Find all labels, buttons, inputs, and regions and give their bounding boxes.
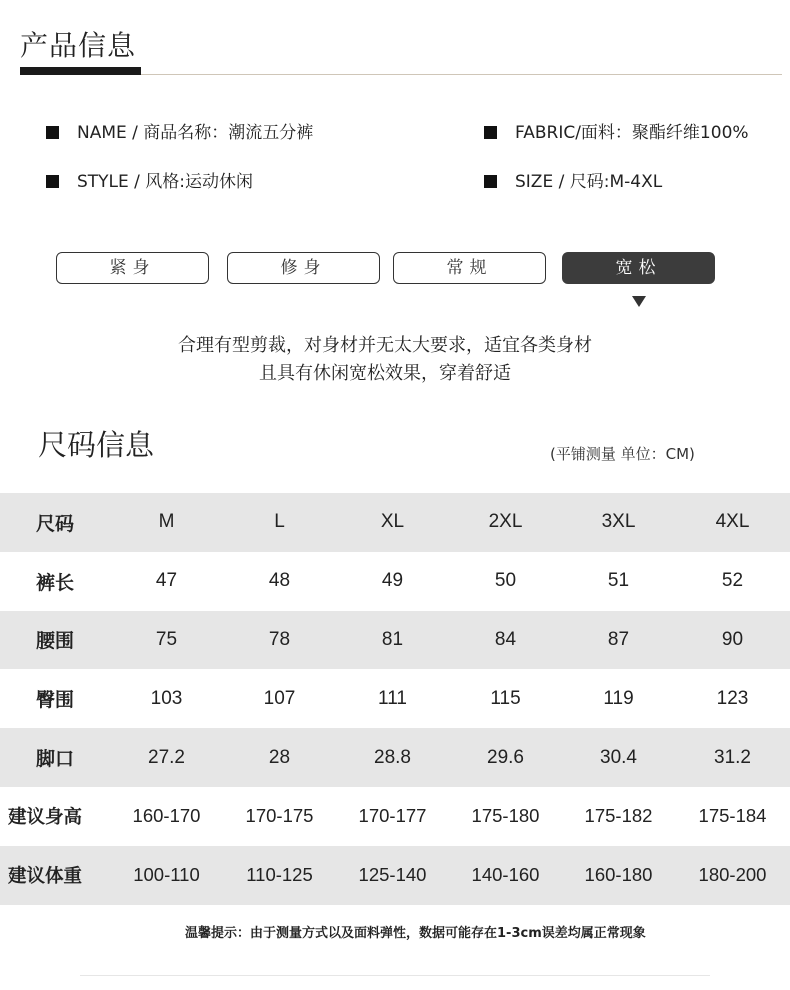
- fit-option-slim[interactable]: 修身: [227, 252, 380, 284]
- table-cell: 123: [716, 687, 749, 709]
- table-header-cell: L: [223, 493, 336, 552]
- table-row: [0, 611, 790, 670]
- table-row: [0, 669, 790, 728]
- table-cell: 160-180: [562, 846, 675, 905]
- table-header-cell: 尺码: [0, 493, 110, 552]
- fit-option-tight[interactable]: 紧身: [56, 252, 209, 284]
- unit-note: (平铺测量 单位：CM): [550, 445, 695, 463]
- bullet-square-icon: [484, 175, 497, 188]
- table-cell: 111: [378, 687, 407, 709]
- footer-note: 温馨提示：由于测量方式以及面料弹性，数据可能存在1-3cm误差均属正常现象: [185, 926, 646, 941]
- info-size: [484, 171, 662, 193]
- table-cell: 125-140: [336, 846, 449, 905]
- table-row-label: 建议身高: [8, 807, 83, 829]
- info-style-text: STYLE / 风格:运动休闲: [77, 172, 254, 192]
- bullet-square-icon: [46, 126, 59, 139]
- title-underline-bar: [20, 67, 141, 75]
- bottom-divider: [80, 975, 710, 976]
- table-cell: 107: [263, 687, 296, 709]
- table-header-cell: 4XL: [675, 493, 790, 552]
- table-row-label: 腰围: [0, 611, 110, 670]
- table-cell: 84: [449, 611, 562, 670]
- table-header-row: [0, 493, 790, 552]
- info-name: [46, 122, 313, 144]
- table-row: [0, 846, 790, 905]
- table-cell: 81: [336, 611, 449, 670]
- size-table: [0, 493, 790, 905]
- table-cell: 47: [155, 570, 178, 592]
- table-row-label: 臀围: [35, 689, 74, 712]
- table-row-label: 裤长: [35, 571, 74, 594]
- table-cell: 50: [494, 570, 517, 592]
- triangle-down-icon: [632, 296, 646, 307]
- info-name-text: NAME / 商品名称：潮流五分裤: [77, 123, 314, 143]
- table-cell: 27.2: [110, 728, 223, 787]
- table-cell: 52: [721, 570, 744, 592]
- table-cell: 78: [223, 611, 336, 670]
- table-cell: 90: [675, 611, 790, 670]
- info-fabric: [484, 122, 749, 144]
- table-cell: 170-175: [245, 805, 314, 827]
- table-cell: 29.6: [449, 728, 562, 787]
- table-cell: 87: [562, 611, 675, 670]
- table-header-cell: 3XL: [562, 493, 675, 552]
- table-header-cell: XL: [336, 493, 449, 552]
- info-size-text: SIZE / 尺码:M-4XL: [515, 172, 663, 192]
- table-cell: 175-184: [698, 805, 767, 827]
- fit-description-line2: 且具有休闲宽松效果，穿着舒适: [259, 363, 511, 384]
- table-cell: 30.4: [562, 728, 675, 787]
- fit-option-regular[interactable]: 常规: [393, 252, 546, 284]
- table-cell: 115: [490, 687, 521, 709]
- table-cell: 160-170: [132, 805, 201, 827]
- table-cell: 51: [607, 570, 630, 592]
- table-cell: 31.2: [675, 728, 790, 787]
- table-row-label: 建议体重: [0, 846, 110, 905]
- table-cell: 100-110: [110, 846, 223, 905]
- info-style: [46, 171, 253, 193]
- table-cell: 175-180: [471, 805, 540, 827]
- table-cell: 103: [150, 687, 183, 709]
- info-fabric-text: FABRIC/面料：聚酯纤维100%: [515, 123, 749, 143]
- bullet-square-icon: [46, 175, 59, 188]
- table-cell: 75: [110, 611, 223, 670]
- table-cell: 170-177: [358, 805, 427, 827]
- table-cell: 180-200: [675, 846, 790, 905]
- table-row: [0, 787, 790, 846]
- fit-option-loose[interactable]: 宽松: [562, 252, 715, 284]
- table-cell: 119: [603, 687, 634, 709]
- table-cell: 140-160: [449, 846, 562, 905]
- table-row: [0, 728, 790, 787]
- table-cell: 49: [381, 570, 404, 592]
- product-info-title: 产品信息: [20, 29, 137, 62]
- table-cell: 28.8: [336, 728, 449, 787]
- table-cell: 110-125: [223, 846, 336, 905]
- table-row-label: 脚口: [0, 728, 110, 787]
- bullet-square-icon: [484, 126, 497, 139]
- table-header-cell: 2XL: [449, 493, 562, 552]
- table-row: [0, 552, 790, 611]
- table-cell: 28: [223, 728, 336, 787]
- table-cell: 48: [268, 570, 291, 592]
- table-cell: 175-182: [584, 805, 653, 827]
- size-info-title: 尺码信息: [38, 428, 155, 462]
- table-header-cell: M: [110, 493, 223, 552]
- fit-description-line1: 合理有型剪裁，对身材并无太大要求，适宜各类身材: [178, 335, 592, 356]
